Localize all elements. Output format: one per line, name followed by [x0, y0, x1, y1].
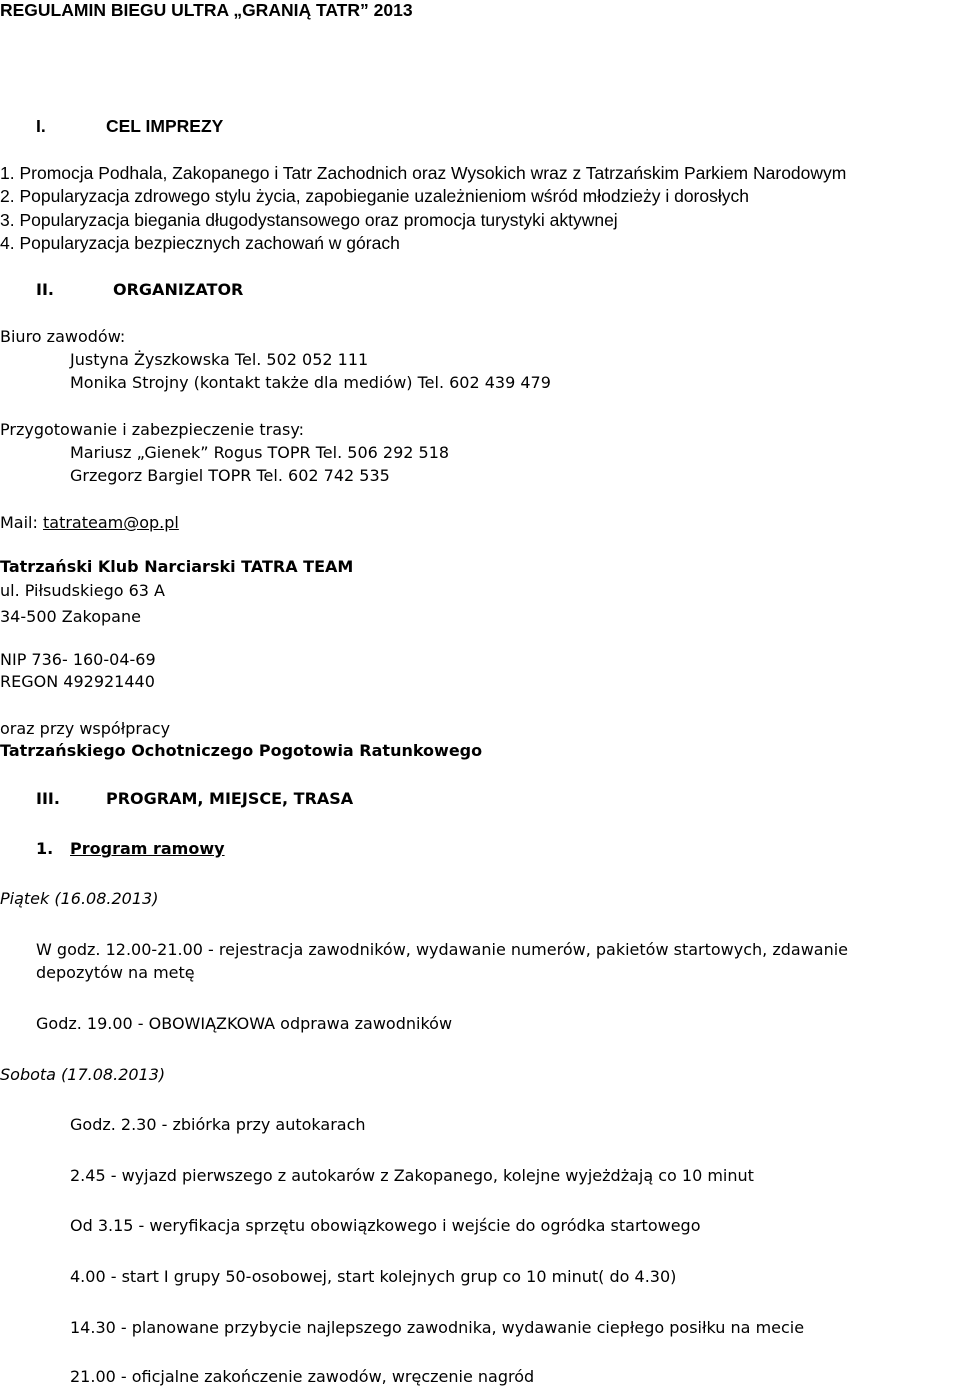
saturday-item-5: 14.30 - planowane przybycie najlepszego zawodnika, wydawanie ciepłego posiłku na mecie — [70, 1318, 805, 1337]
saturday-heading: Sobota (17.08.2013) — [0, 1065, 166, 1084]
section-2-heading: ORGANIZATOR — [113, 280, 244, 299]
saturday-item-1: Godz. 2.30 - zbiórka przy autokarach — [70, 1115, 366, 1134]
section-2-number: II. — [36, 280, 54, 299]
friday-heading: Piątek (16.08.2013) — [0, 889, 159, 908]
section-1-number: I. — [36, 116, 46, 136]
mail-link[interactable]: tatrateam@op.pl — [42, 513, 179, 532]
office-contact-1: Justyna Żyszkowska Tel. 502 052 111 — [70, 350, 369, 369]
document-title: REGULAMIN BIEGU ULTRA „GRANIĄ TATR” 2013 — [0, 0, 413, 20]
saturday-item-6: 21.00 - oficjalne zakończenie zawodów, wręczenie nagród — [70, 1367, 535, 1386]
saturday-item-2: 2.45 - wyjazd pierwszego z autokarów z Zakopanego, kolejne wyjeżdżają co 10 minut — [70, 1166, 754, 1185]
cooperation-label: oraz przy współpracy — [0, 719, 171, 738]
goal-item-3: 3. Popularyzacja biegania długodystansowego oraz promocja turystyki aktywnej — [0, 210, 618, 230]
subsection-heading: Program ramowy — [70, 839, 225, 858]
friday-item-1: W godz. 12.00-21.00 - rejestracja zawodników, wydawanie numerów, pakietów startowych, zdawanie — [36, 940, 849, 959]
subsection-number: 1. — [36, 839, 54, 858]
goal-item-2: 2. Popularyzacja zdrowego stylu życia, zapobieganie uzależnieniom wśród młodzieży i dorosłych — [0, 186, 749, 206]
section-3-number: III. — [36, 789, 60, 808]
section-1-heading: CEL IMPREZY — [106, 116, 224, 136]
club-regon: REGON 492921440 — [0, 672, 155, 691]
club-nip: NIP 736- 160-04-69 — [0, 650, 156, 669]
club-street: ul. Piłsudskiego 63 A — [0, 581, 165, 600]
route-label: Przygotowanie i zabezpieczenie trasy: — [0, 420, 305, 439]
saturday-item-4: 4.00 - start I grupy 50-osobowej, start kolejnych grup co 10 minut( do 4.30) — [70, 1267, 677, 1286]
club-name: Tatrzański Klub Narciarski TATRA TEAM — [0, 557, 354, 576]
cooperation-organization: Tatrzańskiego Ochotniczego Pogotowia Ratunkowego — [0, 741, 483, 760]
saturday-item-3: Od 3.15 - weryfikacja sprzętu obowiązkowego i wejście do ogródka startowego — [70, 1216, 701, 1235]
mail-line — [0, 513, 179, 532]
office-contact-2: Monika Strojny (kontakt także dla mediów) Tel. 602 439 479 — [70, 373, 551, 392]
goal-item-4: 4. Popularyzacja bezpiecznych zachowań w górach — [0, 233, 400, 253]
mail-label: Mail: — [0, 513, 43, 532]
office-label: Biuro zawodów: — [0, 327, 126, 346]
goal-item-1: 1. Promocja Podhala, Zakopanego i Tatr Zachodnich oraz Wysokich wraz z Tatrzańskim Parkiem Narodowym — [0, 163, 847, 183]
friday-item-1-continued: depozytów na metę — [36, 963, 195, 982]
route-contact-2: Grzegorz Bargiel TOPR Tel. 602 742 535 — [70, 466, 390, 485]
friday-item-2: Godz. 19.00 - OBOWIĄZKOWA odprawa zawodników — [36, 1014, 453, 1033]
club-city: 34-500 Zakopane — [0, 607, 141, 626]
route-contact-1: Mariusz „Gienek” Rogus TOPR Tel. 506 292 518 — [70, 443, 450, 462]
section-3-heading: PROGRAM, MIEJSCE, TRASA — [106, 789, 354, 808]
